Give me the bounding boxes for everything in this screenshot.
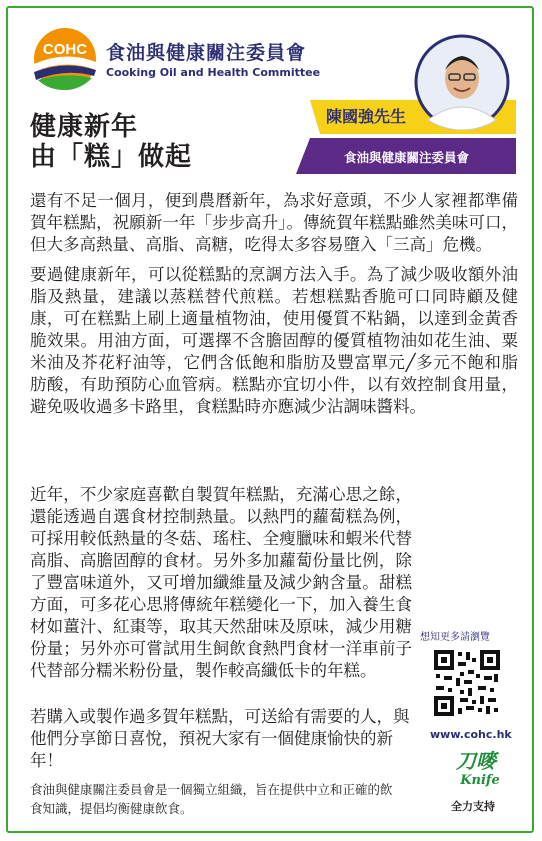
org-name-en: Cooking Oil and Health Committee [106, 66, 321, 79]
logo-text: COHC [42, 41, 88, 58]
paragraph-2: 要過健康新年，可以從糕點的烹調方法入手。為了減少吸收額外油脂及熱量，建議以蒸糕替代煎糕。若想糕點香脆可口同時顧及健康，可在糕點上刷上適量植物油，使用優質不粘鍋，以達到金黃香脆效果。用油方面，可選擇不含膽固醇的優質植物油如花生油、粟米油及芥花籽油等，它們含低飽和脂肪及豐富單元╱多元不飽和脂肪酸，有助預防心血管病。糕點亦宜切小件，以有效控制食用量，避免吸收過多卡路里，食糕點時亦應減少沾調味醬料。 [30, 265, 518, 416]
author-title: 食油與健康關注委員會 [344, 150, 470, 165]
author-name: 陳國強先生 [326, 107, 407, 126]
knife-logo-en: Knife [460, 773, 500, 788]
qr-code[interactable] [432, 648, 502, 718]
headline-line2: 由「糕」做起 [30, 142, 193, 172]
paragraph-3: 近年，不少家庭喜歡自製賀年糕點，充滿心思之餘，還能透過自選食材控制熱量。以熱門的蘿蔔糕為例，可採用較低熱量的冬菇、瑤柱、全瘦臘味和蝦米代替高脂、高膽固醇的食材。另外多加蘿蔔份量比例，除了豐富味道外，又可增加纖維量及減少鈉含量。甜糕方面，可多花心思將傳統年糕變化一下，加入養生食材如薑汁、紅棗等，取其天然甜味及原味，減少用糖份量；另外亦可嘗試用生飼飲食熱門食材一洋車前子代替部分糯米粉份量，製作較高纖低卡的年糕。 [30, 485, 412, 680]
page-title [30, 112, 192, 172]
sponsor-label: 全力支持 [451, 800, 495, 813]
org-footnote: 食油與健康關注委員會是一個獨立組織，旨在提供中立和正確的飲食知識，提倡均衡健康飲食。 [30, 782, 393, 816]
paragraph-1: 還有不足一個月，便到農曆新年，為求好意頭，不少人家裡都準備賀年糕點，祝願新一年「步步高升」。傳統賀年糕點雖然美味可口，但大多高熱量、高脂、高糖，吃得太多容易墮入「三高」危機。 [30, 191, 518, 254]
knife-logo-zh: 刀嘜 [456, 749, 496, 773]
website-link[interactable]: www.cohc.hk [430, 728, 512, 741]
knife-brand-logo [440, 746, 512, 788]
article-body [30, 190, 518, 426]
headline-line1: 健康新年 [30, 112, 139, 142]
author-portrait [414, 34, 510, 130]
qr-caption: 想知更多請瀏覽 [420, 632, 490, 643]
cohc-logo [28, 26, 102, 92]
paragraph-4: 若購入或製作過多賀年糕點，可送給有需要的人，與他們分享節日喜悅，預祝大家有一個健康愉快的新年！ [30, 707, 410, 770]
org-name-zh: 食油與健康關注委員會 [106, 42, 307, 64]
